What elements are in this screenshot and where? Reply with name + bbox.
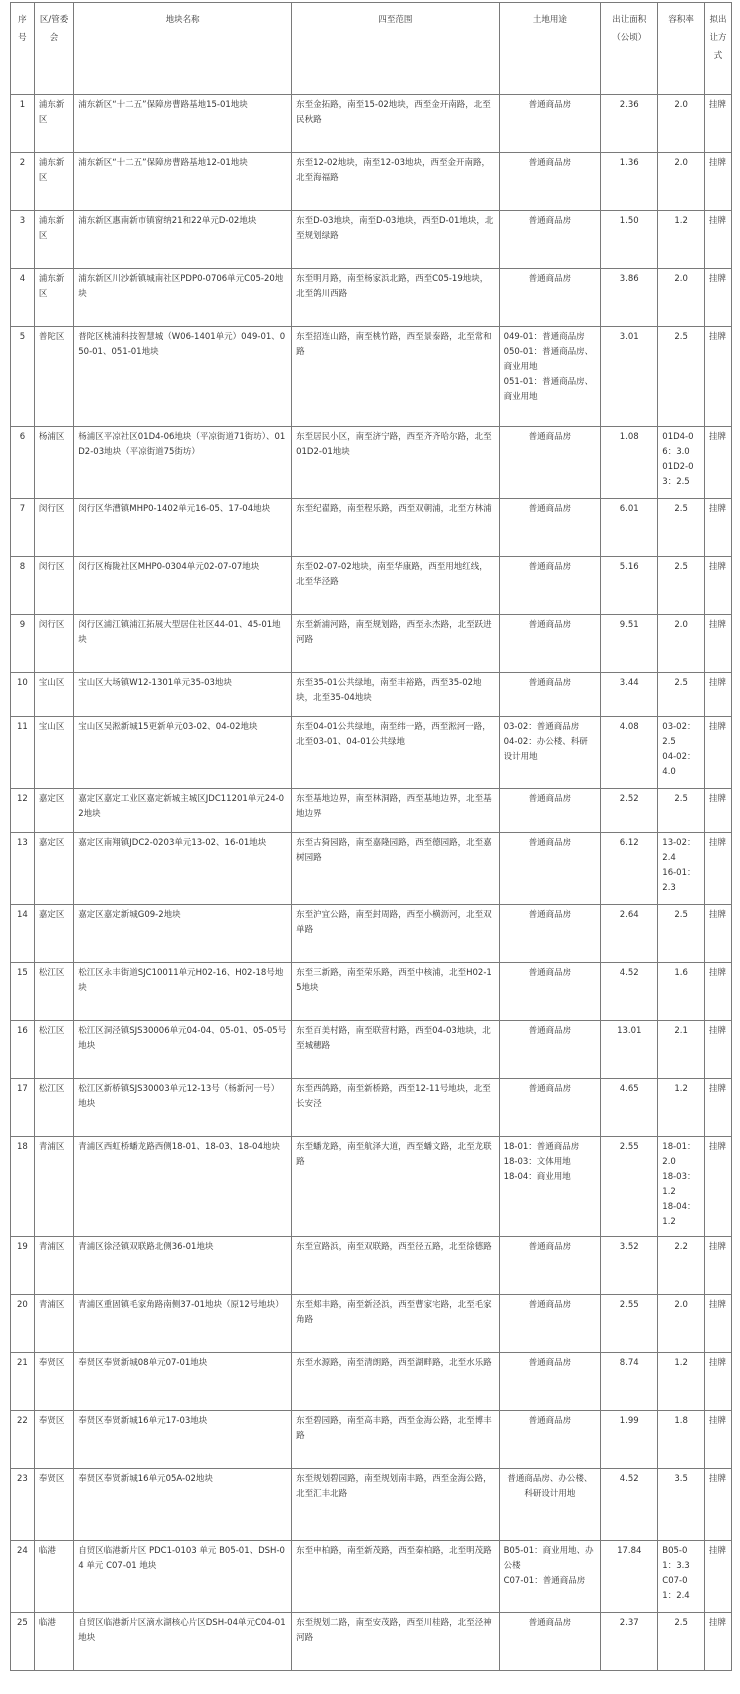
row-boundary: 东至新浦河路，南至规划路，西至永杰路，北至跃进河路 (292, 615, 499, 673)
row-land-use: 普通商品房 (499, 1613, 601, 1671)
row-area: 4.52 (601, 1469, 658, 1541)
row-district: 青浦区 (34, 1137, 73, 1237)
table-row (11, 1353, 732, 1411)
table-row (11, 717, 732, 789)
header-boundary: 四至范围 (292, 3, 499, 95)
row-land-use: 普通商品房 (499, 615, 601, 673)
table-row (11, 1137, 732, 1237)
row-parcel-name: 普陀区桃浦科技智慧城（W06-1401单元）049-01、050-01、051-01地块 (74, 327, 292, 427)
row-boundary: 东至D-03地块，南至D-03地块，西至D-01地块，北至规划绿路 (292, 211, 499, 269)
row-no: 3 (11, 211, 35, 269)
row-transfer-method: 挂牌 (704, 95, 731, 153)
row-district: 闵行区 (34, 557, 73, 615)
row-area: 9.51 (601, 615, 658, 673)
row-parcel-name: 浦东新区川沙新镇城南社区PDP0-0706单元C05-20地块 (74, 269, 292, 327)
row-plot-ratio: 2.1 (658, 1021, 705, 1079)
row-land-use: 普通商品房 (499, 789, 601, 833)
table-row (11, 963, 732, 1021)
row-district: 浦东新区 (34, 211, 73, 269)
row-district: 浦东新区 (34, 153, 73, 211)
table-row (11, 905, 732, 963)
header-area: 出让面积（公顷） (601, 3, 658, 95)
row-area: 8.74 (601, 1353, 658, 1411)
row-area: 4.52 (601, 963, 658, 1021)
header-name: 地块名称 (74, 3, 292, 95)
header-method: 拟出让方式 (704, 3, 731, 95)
row-parcel-name: 宝山区吴淞新城15更新单元03-02、04-02地块 (74, 717, 292, 789)
row-transfer-method: 挂牌 (704, 427, 731, 499)
row-district: 松江区 (34, 963, 73, 1021)
row-district: 临港 (34, 1541, 73, 1613)
row-land-use: 普通商品房 (499, 211, 601, 269)
row-parcel-name: 青浦区徐泾镇双联路北侧36-01地块 (74, 1237, 292, 1295)
row-land-use: 普通商品房 (499, 557, 601, 615)
row-boundary: 东至申柏路，南至新茂路，西至秦柏路，北至明茂路 (292, 1541, 499, 1613)
row-district: 嘉定区 (34, 905, 73, 963)
row-transfer-method: 挂牌 (704, 1237, 731, 1295)
row-district: 浦东新区 (34, 269, 73, 327)
row-area: 6.12 (601, 833, 658, 905)
row-area: 2.52 (601, 789, 658, 833)
row-plot-ratio: 1.2 (658, 1079, 705, 1137)
row-boundary: 东至沪宜公路，南至封周路，西至小横沥河，北至双单路 (292, 905, 499, 963)
row-land-use: 普通商品房 (499, 1021, 601, 1079)
row-transfer-method: 挂牌 (704, 1021, 731, 1079)
row-no: 11 (11, 717, 35, 789)
row-district: 杨浦区 (34, 427, 73, 499)
row-boundary: 东至12-02地块，南至12-03地块，西至金开南路，北至海福路 (292, 153, 499, 211)
row-plot-ratio: 2.2 (658, 1237, 705, 1295)
row-land-use: 普通商品房 (499, 427, 601, 499)
row-parcel-name: 嘉定区嘉定工业区嘉定新城主城区JDC11201单元24-02地块 (74, 789, 292, 833)
row-plot-ratio: 2.0 (658, 269, 705, 327)
row-parcel-name: 青浦区重固镇毛家角路南侧37-01地块（原12号地块） (74, 1295, 292, 1353)
row-district: 奉贤区 (34, 1353, 73, 1411)
row-transfer-method: 挂牌 (704, 269, 731, 327)
row-parcel-name: 闵行区浦江镇浦江拓展大型居住社区44-01、45-01地块 (74, 615, 292, 673)
row-transfer-method: 挂牌 (704, 673, 731, 717)
table-row (11, 833, 732, 905)
row-land-use: B05-01：商业用地、办公楼 C07-01：普通商品房 (499, 1541, 601, 1613)
row-plot-ratio: 03-02：2.5 04-02：4.0 (658, 717, 705, 789)
row-land-use: 普通商品房 (499, 673, 601, 717)
table-row (11, 1079, 732, 1137)
row-transfer-method: 挂牌 (704, 1613, 731, 1671)
row-parcel-name: 自贸区临港新片区 PDC1-0103 单元 B05-01、DSH-04 单元 C07-01 地块 (74, 1541, 292, 1613)
row-parcel-name: 松江区洞泾镇SJS30006单元04-04、05-01、05-05号地块 (74, 1021, 292, 1079)
row-transfer-method: 挂牌 (704, 1079, 731, 1137)
row-parcel-name: 浦东新区“十二五”保障房曹路基地12-01地块 (74, 153, 292, 211)
table-row (11, 427, 732, 499)
table-row (11, 615, 732, 673)
row-boundary: 东至三新路，南至荣乐路，西至中核浦，北至H02-15地块 (292, 963, 499, 1021)
header-use: 土地用途 (499, 3, 601, 95)
row-plot-ratio: 2.5 (658, 673, 705, 717)
row-no: 13 (11, 833, 35, 905)
row-parcel-name: 自贸区临港新片区滴水湖核心片区DSH-04单元C04-01地块 (74, 1613, 292, 1671)
row-parcel-name: 奉贤区奉贤新城16单元05A-02地块 (74, 1469, 292, 1541)
row-no: 12 (11, 789, 35, 833)
row-transfer-method: 挂牌 (704, 717, 731, 789)
row-land-use: 普通商品房 (499, 1237, 601, 1295)
table-row (11, 1411, 732, 1469)
row-area: 2.36 (601, 95, 658, 153)
row-transfer-method: 挂牌 (704, 1411, 731, 1469)
table-row (11, 1469, 732, 1541)
row-area: 6.01 (601, 499, 658, 557)
table-row (11, 95, 732, 153)
row-area: 1.08 (601, 427, 658, 499)
table-row (11, 153, 732, 211)
row-no: 14 (11, 905, 35, 963)
row-district: 嘉定区 (34, 833, 73, 905)
row-boundary: 东至蟠龙路，南至航泽大道，西至蟠文路，北至龙联路 (292, 1137, 499, 1237)
row-no: 2 (11, 153, 35, 211)
row-boundary: 东至金拓路，南至15-02地块，西至金开南路，北至民秋路 (292, 95, 499, 153)
row-boundary: 东至郏丰路，南至新泾浜，西至曹家宅路，北至毛家角路 (292, 1295, 499, 1353)
row-plot-ratio: 1.8 (658, 1411, 705, 1469)
row-area: 3.44 (601, 673, 658, 717)
table-row (11, 1295, 732, 1353)
row-plot-ratio: 2.0 (658, 95, 705, 153)
row-area: 4.65 (601, 1079, 658, 1137)
row-area: 3.01 (601, 327, 658, 427)
row-area: 4.08 (601, 717, 658, 789)
row-no: 24 (11, 1541, 35, 1613)
row-no: 10 (11, 673, 35, 717)
row-parcel-name: 奉贤区奉贤新城16单元17-03地块 (74, 1411, 292, 1469)
row-land-use: 03-02：普通商品房 04-02：办公楼、科研设计用地 (499, 717, 601, 789)
row-area: 1.50 (601, 211, 658, 269)
row-no: 5 (11, 327, 35, 427)
table-row (11, 211, 732, 269)
row-boundary: 东至碧园路，南至高丰路，西至金海公路，北至博丰路 (292, 1411, 499, 1469)
row-parcel-name: 嘉定区南翔镇JDC2-0203单元13-02、16-01地块 (74, 833, 292, 905)
row-land-use: 普通商品房 (499, 1079, 601, 1137)
row-boundary: 东至基地边界，南至林洞路，西至基地边界，北至基地边界 (292, 789, 499, 833)
row-plot-ratio: 2.5 (658, 557, 705, 615)
row-transfer-method: 挂牌 (704, 557, 731, 615)
row-plot-ratio: 3.5 (658, 1469, 705, 1541)
row-transfer-method: 挂牌 (704, 1469, 731, 1541)
table-row (11, 1613, 732, 1671)
table-row (11, 1237, 732, 1295)
row-boundary: 东至宣路浜，南至双联路，西至径五路，北至徐德路 (292, 1237, 499, 1295)
row-boundary: 东至纪翟路，南至程乐路，西至双朝浦，北至方林浦 (292, 499, 499, 557)
row-transfer-method: 挂牌 (704, 499, 731, 557)
row-district: 浦东新区 (34, 95, 73, 153)
row-plot-ratio: 2.5 (658, 327, 705, 427)
row-plot-ratio: 2.0 (658, 1295, 705, 1353)
row-transfer-method: 挂牌 (704, 211, 731, 269)
row-district: 嘉定区 (34, 789, 73, 833)
row-parcel-name: 浦东新区“十二五”保障房曹路基地15-01地块 (74, 95, 292, 153)
row-plot-ratio: 18-01：2.0 18-03：1.2 18-04：1.2 (658, 1137, 705, 1237)
row-district: 宝山区 (34, 717, 73, 789)
row-land-use: 普通商品房 (499, 1295, 601, 1353)
table-row (11, 499, 732, 557)
row-transfer-method: 挂牌 (704, 1541, 731, 1613)
row-plot-ratio: B05-01：3.3 C07-01：2.4 (658, 1541, 705, 1613)
row-no: 1 (11, 95, 35, 153)
row-no: 18 (11, 1137, 35, 1237)
row-no: 15 (11, 963, 35, 1021)
table-row (11, 327, 732, 427)
table-row (11, 1021, 732, 1079)
row-area: 3.86 (601, 269, 658, 327)
table-row (11, 1541, 732, 1613)
row-area: 17.84 (601, 1541, 658, 1613)
row-no: 9 (11, 615, 35, 673)
row-parcel-name: 浦东新区惠南新市镇窗纳21和22单元D-02地块 (74, 211, 292, 269)
table-row (11, 673, 732, 717)
row-district: 松江区 (34, 1079, 73, 1137)
header-no: 序号 (11, 3, 35, 95)
row-plot-ratio: 2.5 (658, 789, 705, 833)
row-area: 2.64 (601, 905, 658, 963)
row-area: 3.52 (601, 1237, 658, 1295)
row-plot-ratio: 1.6 (658, 963, 705, 1021)
row-no: 22 (11, 1411, 35, 1469)
row-plot-ratio: 1.2 (658, 1353, 705, 1411)
row-area: 2.55 (601, 1295, 658, 1353)
row-district: 松江区 (34, 1021, 73, 1079)
row-land-use: 普通商品房 (499, 1411, 601, 1469)
row-parcel-name: 松江区永丰街道SJC10011单元H02-16、H02-18号地块 (74, 963, 292, 1021)
row-land-use: 普通商品房 (499, 833, 601, 905)
row-boundary: 东至02-07-02地块，南至华康路，西至用地红线，北至华泾路 (292, 557, 499, 615)
header-far: 容积率 (658, 3, 705, 95)
row-transfer-method: 挂牌 (704, 327, 731, 427)
row-boundary: 东至规划二路，南至安茂路，西至川桂路，北至泾神河路 (292, 1613, 499, 1671)
row-no: 25 (11, 1613, 35, 1671)
row-no: 20 (11, 1295, 35, 1353)
table-row (11, 557, 732, 615)
row-parcel-name: 宝山区大场镇W12-1301单元35-03地块 (74, 673, 292, 717)
row-plot-ratio: 2.5 (658, 499, 705, 557)
row-district: 青浦区 (34, 1237, 73, 1295)
row-parcel-name: 松江区新桥镇SJS30003单元12-13号（杨新河一号）地块 (74, 1079, 292, 1137)
header-row (11, 3, 732, 95)
table-row (11, 269, 732, 327)
row-land-use: 普通商品房 (499, 1353, 601, 1411)
row-area: 1.99 (601, 1411, 658, 1469)
row-plot-ratio: 13-02：2.4 16-01：2.3 (658, 833, 705, 905)
row-parcel-name: 闵行区梅陇社区MHP0-0304单元02-07-07地块 (74, 557, 292, 615)
row-transfer-method: 挂牌 (704, 789, 731, 833)
row-boundary: 东至招连山路，南至桃竹路，西至景泰路，北至常和路 (292, 327, 499, 427)
row-plot-ratio: 2.5 (658, 905, 705, 963)
row-boundary: 东至古猗园路，南至嘉隆园路，西至德园路，北至嘉树园路 (292, 833, 499, 905)
row-parcel-name: 杨浦区平凉社区01D4-06地块（平凉街道71街坊）、01D2-03地块（平凉街道75街坊） (74, 427, 292, 499)
row-boundary: 东至百美村路，南至联营村路，西至04-03地块，北至城穗路 (292, 1021, 499, 1079)
row-land-use: 18-01：普通商品房 18-03：文体用地 18-04：商业用地 (499, 1137, 601, 1237)
row-no: 4 (11, 269, 35, 327)
land-parcel-table (10, 2, 732, 1671)
row-parcel-name: 奉贤区奉贤新城08单元07-01地块 (74, 1353, 292, 1411)
row-area: 2.55 (601, 1137, 658, 1237)
row-no: 6 (11, 427, 35, 499)
row-transfer-method: 挂牌 (704, 1353, 731, 1411)
table-row (11, 789, 732, 833)
row-transfer-method: 挂牌 (704, 1137, 731, 1237)
row-no: 8 (11, 557, 35, 615)
row-no: 19 (11, 1237, 35, 1295)
row-district: 闵行区 (34, 499, 73, 557)
header-district: 区/管委会 (34, 3, 73, 95)
row-no: 7 (11, 499, 35, 557)
row-plot-ratio: 1.2 (658, 211, 705, 269)
row-transfer-method: 挂牌 (704, 833, 731, 905)
row-district: 临港 (34, 1613, 73, 1671)
row-boundary: 东至水源路，南至清朗路，西至湖畔路，北至水乐路 (292, 1353, 499, 1411)
row-area: 1.36 (601, 153, 658, 211)
row-no: 17 (11, 1079, 35, 1137)
row-land-use: 普通商品房 (499, 95, 601, 153)
row-boundary: 东至西鸽路，南至新桥路，西至12-11号地块，北至长安泾 (292, 1079, 499, 1137)
row-district: 奉贤区 (34, 1411, 73, 1469)
row-plot-ratio: 2.0 (658, 615, 705, 673)
row-land-use: 049-01：普通商品房 050-01：普通商品房、商业用地 051-01：普通商品房、商业用地 (499, 327, 601, 427)
row-transfer-method: 挂牌 (704, 153, 731, 211)
row-land-use: 普通商品房、办公楼、科研设计用地 (499, 1469, 601, 1541)
row-district: 青浦区 (34, 1295, 73, 1353)
row-land-use: 普通商品房 (499, 963, 601, 1021)
row-parcel-name: 青浦区西虹桥蟠龙路西侧18-01、18-03、18-04地块 (74, 1137, 292, 1237)
row-plot-ratio: 2.0 (658, 153, 705, 211)
row-no: 23 (11, 1469, 35, 1541)
row-plot-ratio: 01D4-06：3.0 01D2-03：2.5 (658, 427, 705, 499)
row-transfer-method: 挂牌 (704, 1295, 731, 1353)
row-boundary: 东至明月路，南至杨家浜北路，西至C05-19地块，北至鸽川西路 (292, 269, 499, 327)
row-boundary: 东至规划碧园路，南至规划南丰路，西至金海公路，北至汇丰北路 (292, 1469, 499, 1541)
row-land-use: 普通商品房 (499, 153, 601, 211)
row-boundary: 东至居民小区，南至济宁路，西至齐齐哈尔路，北至01D2-01地块 (292, 427, 499, 499)
row-district: 宝山区 (34, 673, 73, 717)
row-no: 21 (11, 1353, 35, 1411)
row-land-use: 普通商品房 (499, 499, 601, 557)
row-boundary: 东至04-01公共绿地，南至纬一路，西至淞河一路，北至03-01、04-01公共绿地 (292, 717, 499, 789)
row-area: 2.37 (601, 1613, 658, 1671)
row-transfer-method: 挂牌 (704, 963, 731, 1021)
row-land-use: 普通商品房 (499, 269, 601, 327)
row-area: 5.16 (601, 557, 658, 615)
row-transfer-method: 挂牌 (704, 905, 731, 963)
row-no: 16 (11, 1021, 35, 1079)
row-area: 13.01 (601, 1021, 658, 1079)
row-transfer-method: 挂牌 (704, 615, 731, 673)
row-district: 闵行区 (34, 615, 73, 673)
row-district: 奉贤区 (34, 1469, 73, 1541)
row-parcel-name: 闵行区华漕镇MHP0-1402单元16-05、17-04地块 (74, 499, 292, 557)
row-plot-ratio: 2.5 (658, 1613, 705, 1671)
row-boundary: 东至35-01公共绿地，南至丰裕路，西至35-02地块，北至35-04地块 (292, 673, 499, 717)
row-parcel-name: 嘉定区嘉定新城G09-2地块 (74, 905, 292, 963)
row-district: 普陀区 (34, 327, 73, 427)
row-land-use: 普通商品房 (499, 905, 601, 963)
